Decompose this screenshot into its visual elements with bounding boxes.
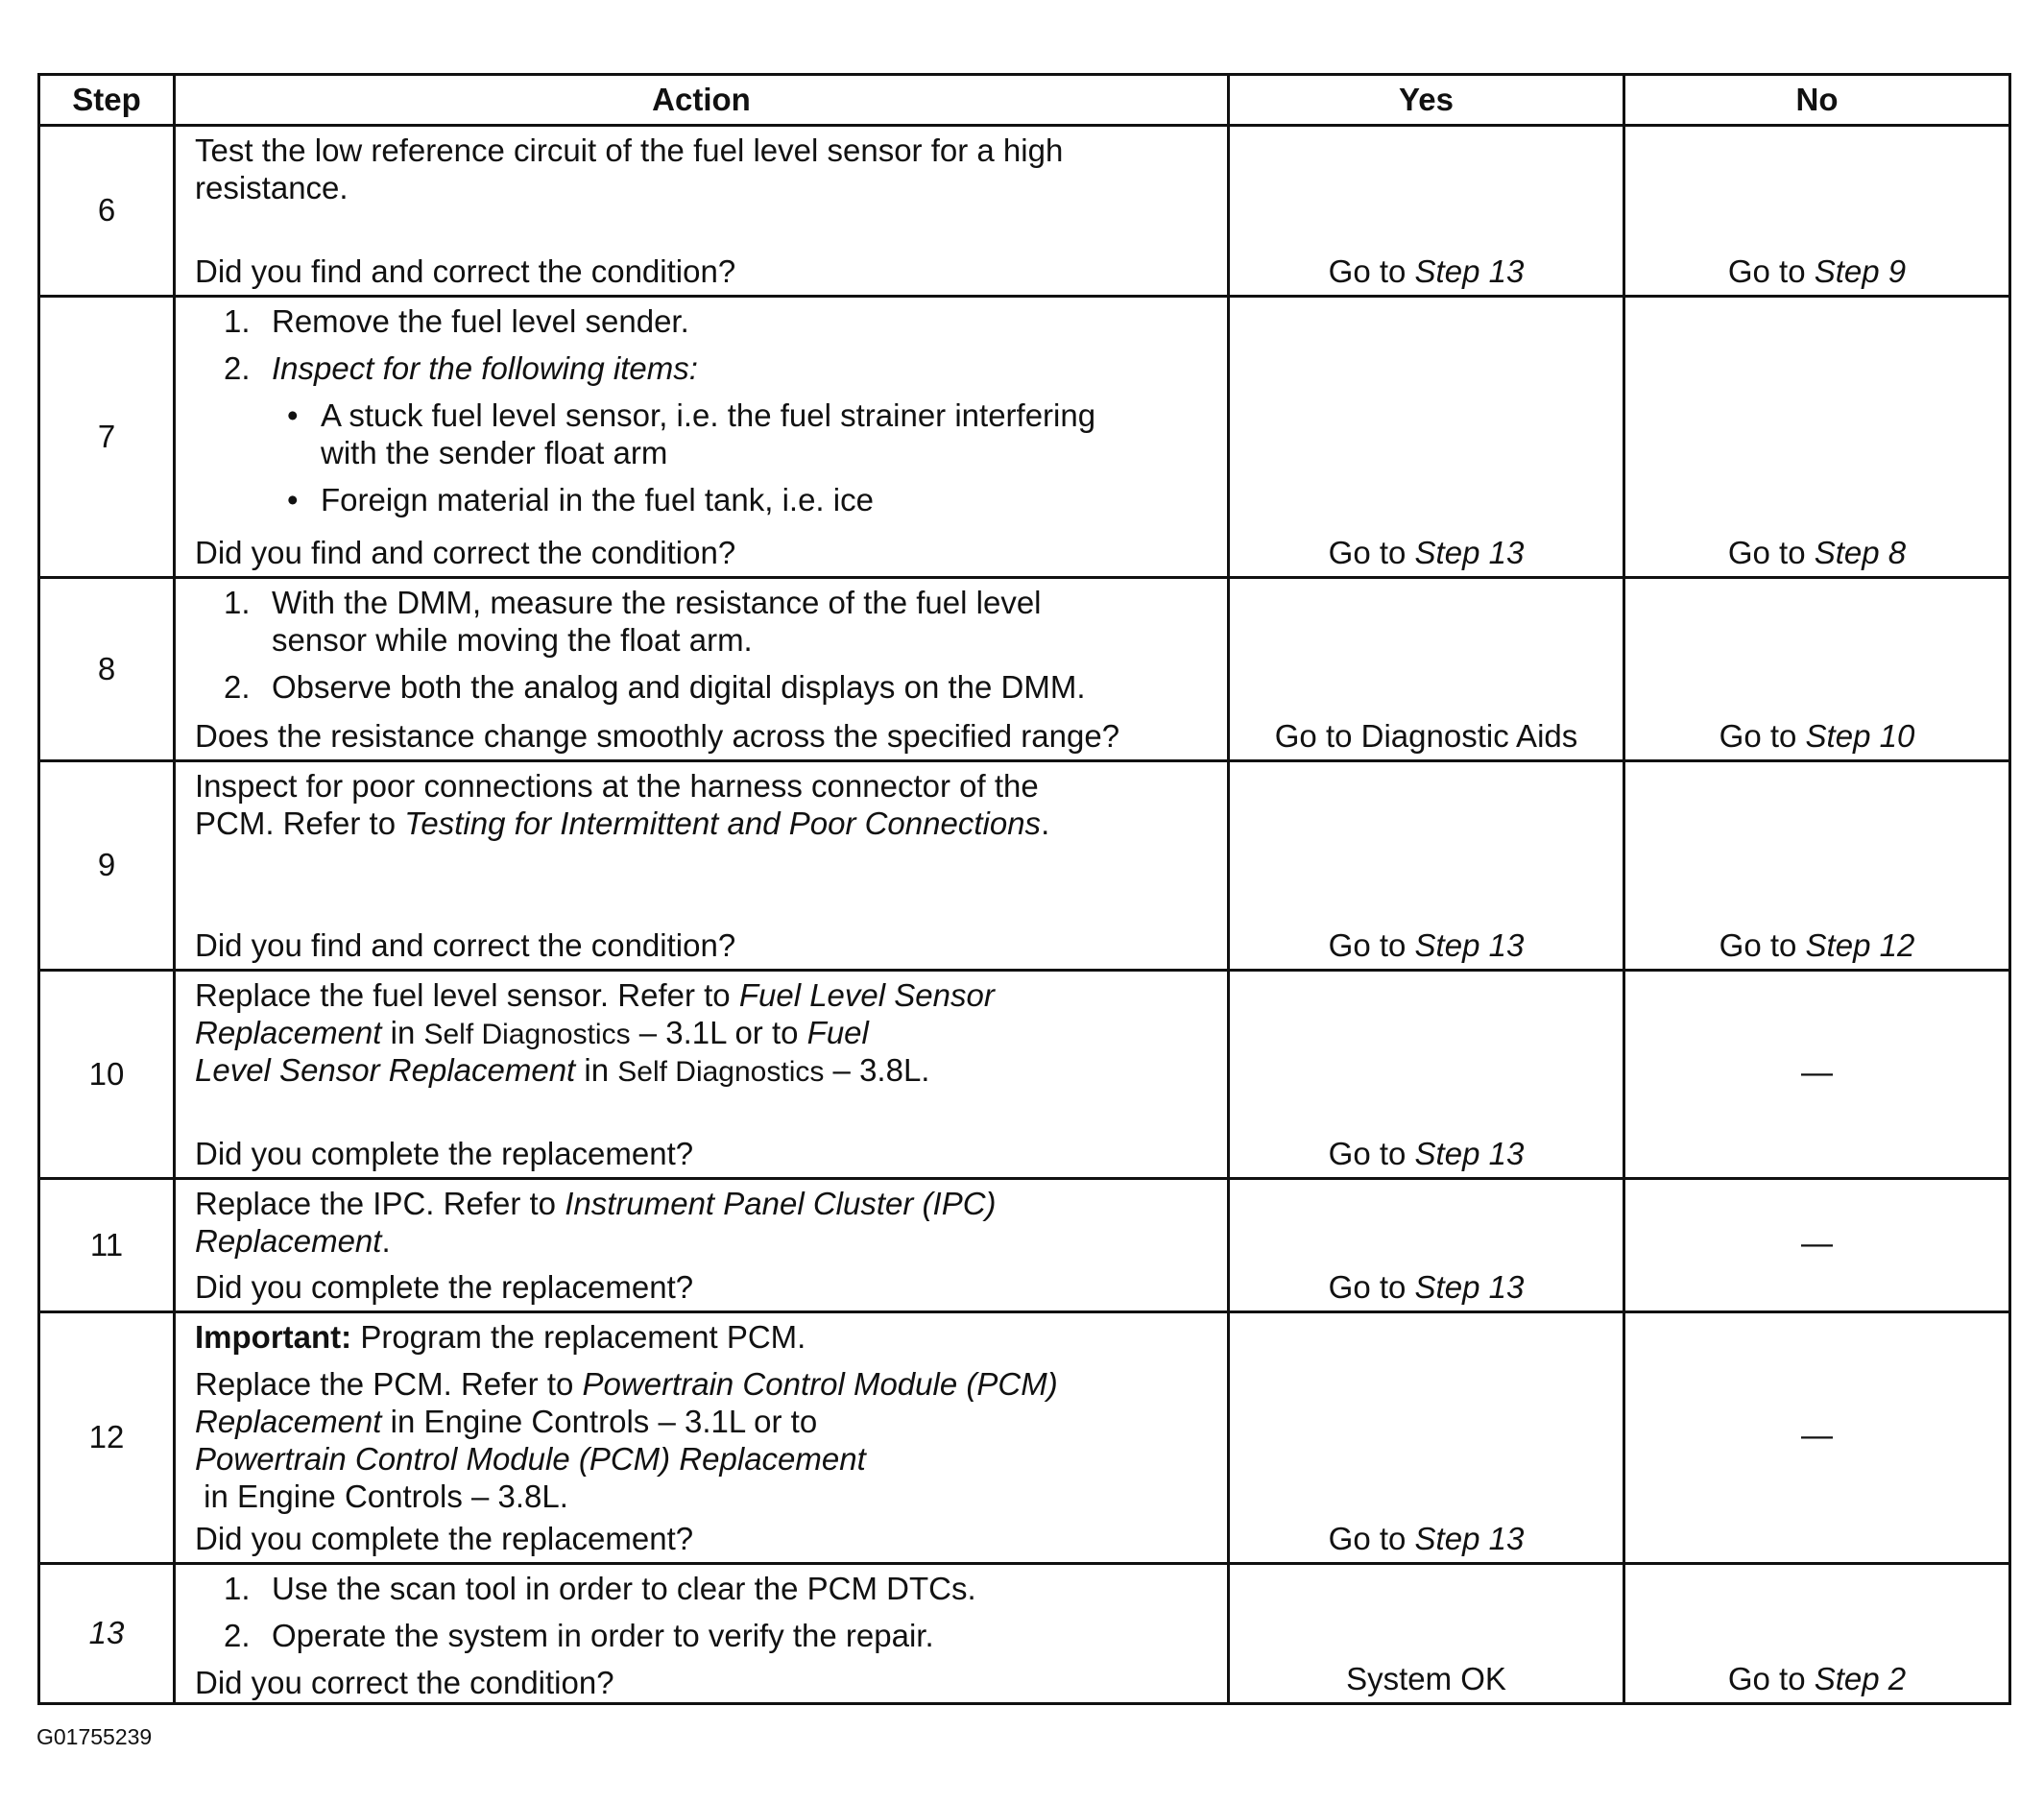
table-row (39, 297, 2010, 578)
yes-cell: Go to Diagnostic Aids (1229, 578, 1624, 761)
yes-cell: Go to Step 13 (1229, 971, 1624, 1179)
action-text: Inspect for poor connections at the harness connector of the (195, 768, 1039, 804)
no-cell: Go to Step 12 (1624, 761, 2010, 971)
diagnostic-table (37, 73, 2011, 1705)
bullet-item: • A stuck fuel level sensor, i.e. the fuel strainer interfering with the sender float arm (287, 397, 1096, 470)
step-number: 10 (39, 971, 175, 1179)
action-text: Replace the IPC. Refer to Instrument Panel Cluster (IPC) (195, 1186, 997, 1221)
reference-link: Powertrain Control Module (PCM) Replacement (195, 1440, 866, 1477)
action-cell (175, 297, 1229, 578)
step-number: 11 (39, 1179, 175, 1312)
no-step-ref: 12 (1879, 927, 1915, 964)
no-step-ref: 9 (1888, 253, 1907, 290)
table-row (39, 1179, 2010, 1312)
table-row (39, 1564, 2010, 1704)
action-text: Replacement in Self Diagnostics – 3.1L or to Fuel (195, 1014, 869, 1050)
action-text: Replacement. (195, 1222, 391, 1259)
no-cell: — (1624, 1312, 2010, 1564)
numbered-item: 2. Inspect for the following items: (224, 349, 698, 386)
reference-link: Testing for Intermittent and Poor Connections (404, 805, 1042, 841)
action-question: Did you find and correct the condition? (195, 535, 736, 571)
no-cell: Go to Step 8 (1624, 297, 2010, 578)
yes-step-ref: 13 (1488, 1521, 1525, 1557)
action-text: Replace the PCM. Refer to Powertrain Control Module (PCM) (195, 1365, 1058, 1402)
action-text: PCM. Refer to Testing for Intermittent and Poor Connections. (195, 805, 1050, 841)
header-step: Step (39, 75, 175, 126)
yes-cell: Go to Step 13 (1229, 126, 1624, 297)
yes-step-ref: 13 (1488, 1269, 1525, 1306)
step-number: 13 (39, 1564, 175, 1704)
yes-cell: System OK (1229, 1564, 1624, 1704)
yes-step-ref: 13 (1488, 1136, 1525, 1172)
action-text: Level Sensor Replacement in Self Diagnostics – 3.8L. (195, 1051, 930, 1088)
no-step-ref: 8 (1888, 535, 1907, 571)
action-cell (175, 126, 1229, 297)
action-text: Replacement in Engine Controls – 3.1L or to (195, 1403, 818, 1439)
figure-id: G01755239 (36, 1724, 153, 1749)
numbered-item: 2. Operate the system in order to verify the repair. (224, 1617, 934, 1653)
header-no: No (1624, 75, 2010, 126)
step-number: 12 (39, 1312, 175, 1564)
numbered-item: 1. Remove the fuel level sender. (224, 303, 689, 339)
yes-cell: Go to Step 13 (1229, 297, 1624, 578)
action-cell (175, 578, 1229, 761)
no-cell: — (1624, 1179, 2010, 1312)
no-step-ref: 2 (1888, 1661, 1907, 1697)
no-cell: Go to Step 9 (1624, 126, 2010, 297)
yes-cell: Go to Step 13 (1229, 1312, 1624, 1564)
header-action: Action (175, 75, 1229, 126)
step-number: 6 (39, 126, 175, 297)
action-question: Does the resistance change smoothly across the specified range? (195, 718, 1120, 755)
numbered-item: 1. Use the scan tool in order to clear the PCM DTCs. (224, 1571, 976, 1606)
step-number: 8 (39, 578, 175, 761)
no-step-ref: 10 (1879, 718, 1915, 755)
yes-step-ref: 13 (1488, 535, 1525, 571)
important-note: Important: Program the replacement PCM. (195, 1319, 806, 1355)
action-question: Did you find and correct the condition? (195, 927, 736, 964)
numbered-item: 1. With the DMM, measure the resistance of the fuel level sensor while moving the float arm. (224, 585, 1042, 658)
action-question: Did you complete the replacement? (195, 1136, 694, 1172)
yes-step-ref: 13 (1488, 253, 1525, 290)
action-question: Did you complete the replacement? (195, 1521, 694, 1557)
bullet-item: • Foreign material in the fuel tank, i.e. ice (287, 481, 874, 517)
action-cell (175, 761, 1229, 971)
table-row (39, 126, 2010, 297)
step-number: 9 (39, 761, 175, 971)
table-row (39, 971, 2010, 1179)
action-question: Did you correct the condition? (195, 1664, 614, 1700)
step-number: 7 (39, 297, 175, 578)
no-cell: Go to Step 2 (1624, 1564, 2010, 1704)
action-text: Replace the fuel level sensor. Refer to Fuel Level Sensor (195, 977, 995, 1013)
yes-cell: Go to Step 13 (1229, 761, 1624, 971)
table-row (39, 578, 2010, 761)
action-question: Did you find and correct the condition? (195, 253, 736, 290)
table-row (39, 1312, 2010, 1564)
reference-link: Fuel Level Sensor (738, 977, 995, 1013)
header-row (39, 75, 2010, 126)
reference-link: Powertrain Control Module (PCM) (582, 1365, 1058, 1402)
action-cell (175, 1179, 1229, 1312)
action-text (195, 1441, 1219, 1478)
reference-link: Instrument Panel Cluster (IPC) (565, 1186, 997, 1221)
no-cell: — (1624, 971, 2010, 1179)
yes-cell: Go to Step 13 (1229, 1179, 1624, 1312)
action-text: Test the low reference circuit of the fuel level sensor for a high (195, 132, 1064, 168)
action-question: Did you complete the replacement? (195, 1269, 694, 1306)
action-cell (175, 1564, 1229, 1704)
yes-step-ref: 13 (1488, 927, 1525, 964)
header-yes: Yes (1229, 75, 1624, 126)
no-cell: Go to Step 10 (1624, 578, 2010, 761)
action-cell (175, 971, 1229, 1179)
action-text: in Engine Controls – 3.8L. (195, 1478, 568, 1514)
action-cell (175, 1312, 1229, 1564)
numbered-item: 2. Observe both the analog and digital displays on the DMM. (224, 668, 1086, 705)
table-row (39, 761, 2010, 971)
action-text: resistance. (195, 169, 349, 205)
